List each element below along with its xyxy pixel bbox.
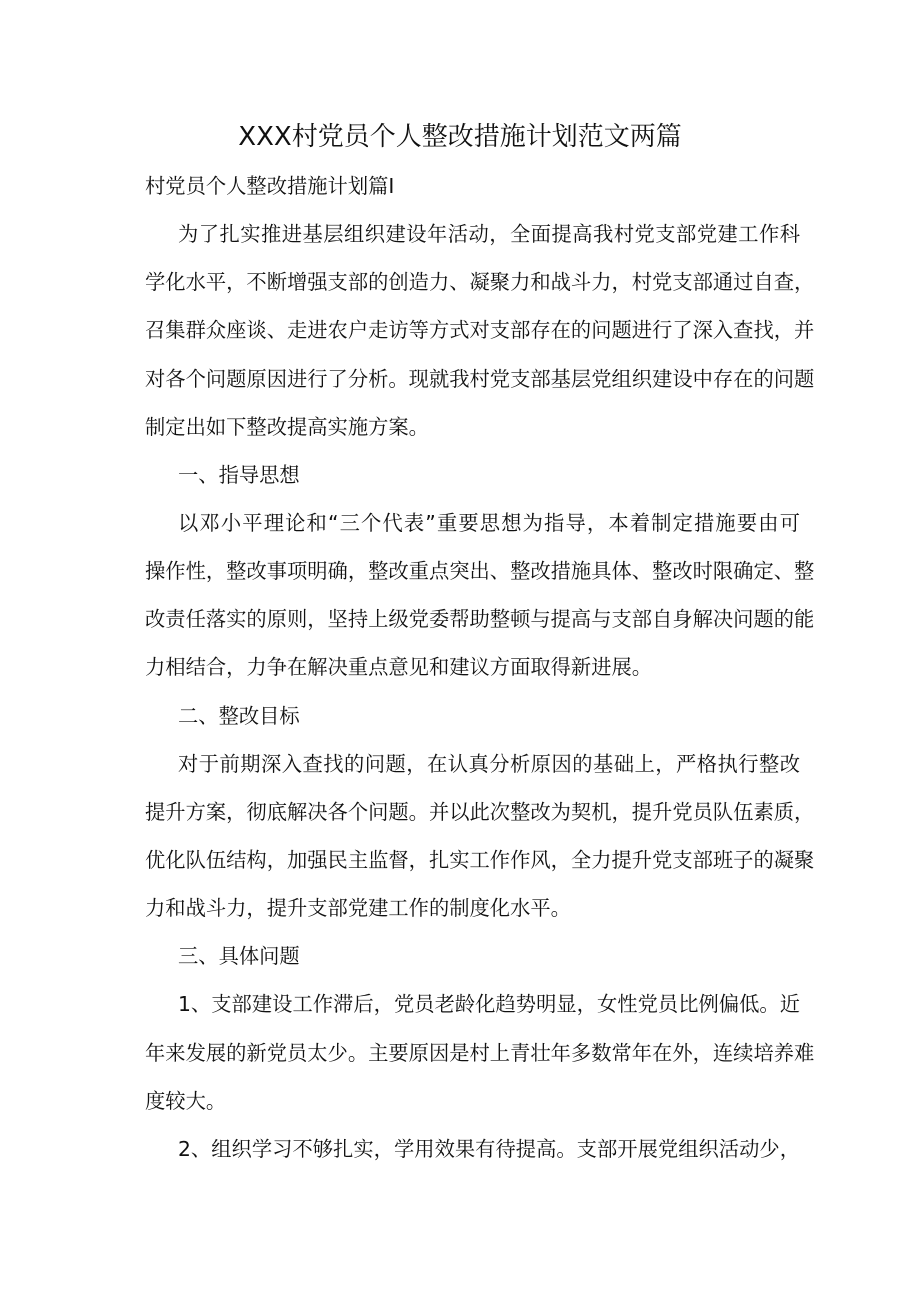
section-heading: 二、整改目标 [178,703,300,728]
section-heading: 一、指导思想 [178,462,300,487]
section-heading: 三、具体问题 [178,944,300,969]
paragraph-line: 召集群众座谈、走进农户走访等方式对支部存在的问题进行了深入查找，并 [145,318,815,343]
paragraph-line: 以邓小平理论和“三个代表”重要思想为指导，本着制定措施要由可 [178,510,800,535]
document-body [145,162,815,1173]
paragraph-line: 年来发展的新党员太少。主要原因是村上青壮年多数常年在外，连续培养难 [145,1040,815,1065]
paragraph-line: 优化队伍结构，加强民主监督，扎实工作作风，全力提升党支部班子的凝聚 [145,847,815,872]
paragraph-line: 对各个问题原因进行了分析。现就我村党支部基层党组织建设中存在的问题 [145,366,815,391]
paragraph-line: 为了扎实推进基层组织建设年活动，全面提高我村党支部党建工作科 [178,222,800,247]
paragraph-line: 学化水平，不断增强支部的创造力、凝聚力和战斗力，村党支部通过自查， [145,270,815,295]
document-title: XXX村党员个人整改措施计划范文两篇 [238,122,682,152]
paragraph-line: 2、组织学习不够扎实，学用效果有待提高。支部开展党组织活动少， [178,1136,800,1161]
section-subtitle: 村党员个人整改措施计划篇I [145,174,395,198]
paragraph-line: 操作性，整改事项明确，整改重点突出、整改措施具体、整改时限确定、整 [145,559,815,584]
paragraph-line: 改责任落实的原则，坚持上级党委帮助整顿与提高与支部自身解决问题的能 [145,607,815,632]
paragraph-line: 度较大。 [145,1088,227,1113]
paragraph-line: 力相结合，力争在解决重点意见和建议方面取得新进展。 [145,655,653,680]
paragraph-line: 提升方案，彻底解决各个问题。并以此次整改为契机，提升党员队伍素质， [145,799,815,824]
paragraph-line: 力和战斗力，提升支部党建工作的制度化水平。 [145,896,571,921]
paragraph-line: 1、支部建设工作滞后，党员老龄化趋势明显，女性党员比例偏低。近 [178,992,800,1017]
paragraph-line: 对于前期深入查找的问题，在认真分析原因的基础上，严格执行整改 [178,751,800,776]
paragraph-line: 制定出如下整改提高实施方案。 [145,414,429,439]
